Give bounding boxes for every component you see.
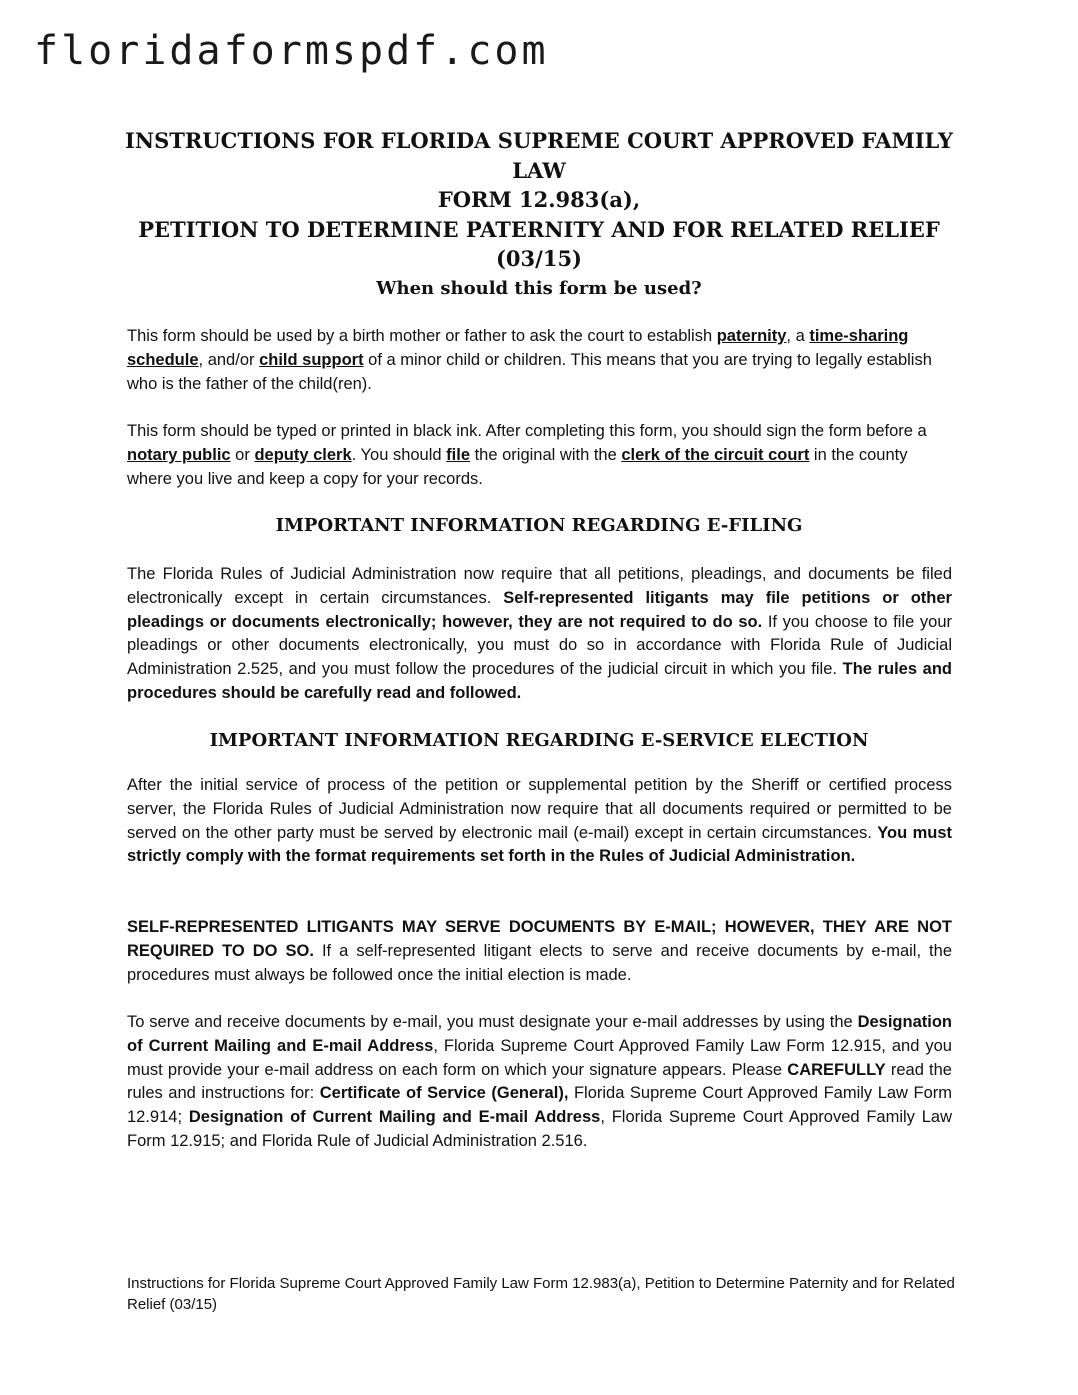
eservice-heading: IMPORTANT INFORMATION REGARDING E-SERVICE ELECTION: [209, 730, 869, 751]
notary-term: notary public: [127, 445, 231, 464]
usage-paragraph: This form should be used by a birth mother or father to ask the court to establish paternity, a time-sharing schedule, and/or child support of a minor child or children. This means that you are trying to legally establish who is the father of the child(ren).: [127, 327, 932, 393]
file-term: file: [446, 445, 471, 464]
title-line-2: FORM 12.983(a),: [437, 187, 641, 212]
efiling-paragraph: The Florida Rules of Judicial Administration now require that all petitions, pleadings, and documents be filed electronically except in certain circumstances. Self-represented litigants may file petitions or other pleadings or documents electronically; however, they are not required to do so. If you choose to file your pleadings or other documents electronically, you must do so in accordance with Florida Rule of Judicial Administration 2.525, and you must follow the procedures of the judicial circuit in which you file. The rules and procedures should be carefully read and followed.: [127, 565, 952, 702]
filing-paragraph: This form should be typed or printed in black ink. After completing this form, you should sign the form before a notary public or deputy clerk. You should file the original with the clerk of the circuit court in the county where you live and keep a copy for your records.: [127, 422, 927, 488]
eservice-paragraph-1: After the initial service of process of the petition or supplemental petition by the Sheriff or certified process server, the Florida Rules of Judicial Administration now require that all documents required or permitted to be served on the other party must be served by electronic mail (e-mail) except in certain circumstances. You must strictly comply with the format requirements set forth in the Rules of Judicial Administration.: [127, 776, 952, 866]
clerk-term: clerk of the circuit court: [621, 445, 810, 464]
title-line-3: PETITION TO DETERMINE PATERNITY AND FOR RELATED RELIEF: [138, 216, 940, 242]
eservice-paragraph-2: SELF-REPRESENTED LITIGANTS MAY SERVE DOCUMENTS BY E-MAIL; HOWEVER, THEY ARE NOT REQUIRED TO DO SO. If a self-represented litigant elects to serve and receive documents by e-mail, the procedures must always be followed once the initial election is made.: [127, 918, 952, 984]
title-line-1: INSTRUCTIONS FOR FLORIDA SUPREME COURT APPROVED FAMILY LAW: [125, 128, 953, 183]
child-support-term: child support: [259, 350, 364, 369]
deputy-clerk-term: deputy clerk: [254, 445, 352, 464]
site-watermark: floridaformspdf.com: [34, 28, 549, 74]
title-line-4: (03/15): [496, 246, 582, 271]
page-footer: Instructions for Florida Supreme Court Approved Family Law Form 12.983(a), Petition to Determine Paternity and for Related Relief (03/15): [127, 1275, 955, 1313]
paternity-term: paternity: [716, 327, 787, 345]
efiling-heading: IMPORTANT INFORMATION REGARDING E-FILING: [275, 515, 803, 536]
eservice-paragraph-3: To serve and receive documents by e-mail, you must designate your e-mail addresses by using the Designation of Current Mailing and E-mail Address, Florida Supreme Court Approved Family Law Form 12.915, and you must provide your e-mail address on each form on which your signature appears. Please CAREFULLY read the rules and instructions for: Certificate of Service (General), Florida Supreme Court Approved Family Law Form 12.914; Designation of Current Mailing and E-mail Address, Florida Supreme Court Approved Family Law Form 12.915; and Florida Rule of Judicial Administration 2.516.: [127, 1013, 953, 1150]
timesharing-term: time-sharing schedule: [127, 327, 909, 369]
when-heading: When should this form be used?: [376, 278, 702, 299]
page-title: [100, 126, 978, 274]
